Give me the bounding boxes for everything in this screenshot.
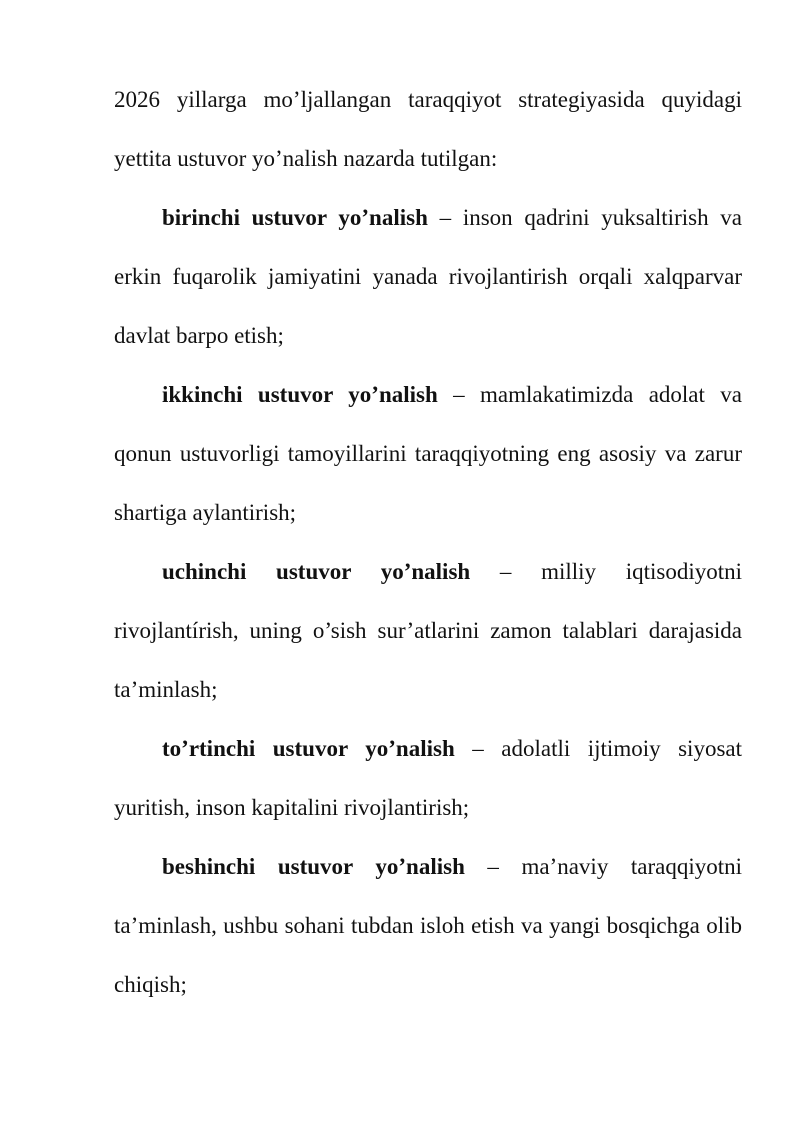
priority-item-4 — [114, 719, 742, 837]
document-page — [114, 70, 742, 1014]
priority-description: – ma’naviy taraqqiyotni ta’minlash, ushbu sohani tubdan isloh etish va yangi bosqichga olib chiqish; — [114, 854, 742, 997]
priority-item-3 — [114, 542, 742, 719]
priority-description: – inson qadrini yuksaltirish va erkin fuqarolik jamiyatini yanada rivojlantirish orqali xalqparvar davlat barpo etish; — [114, 205, 743, 348]
priority-description: – milliy iqtisodiyotni rivojlantírish, uning o’sish sur’atlarini zamon talablari darajasida ta’minlash; — [114, 559, 742, 702]
priority-item-1 — [114, 188, 742, 365]
priority-term: uchinchi ustuvor yo’nalish — [162, 559, 471, 584]
priority-term: birinchi ustuvor yo’nalish — [162, 205, 428, 230]
priority-term: beshinchi ustuvor yo’nalish — [162, 854, 465, 879]
priority-item-5 — [114, 837, 742, 1014]
intro-paragraph: 2026 yillarga mo’ljallangan taraqqiyot strategiyasida quyidagi yettita ustuvor yo’nalish nazarda tutilgan: — [114, 87, 742, 171]
priority-item-2 — [114, 365, 742, 542]
priority-description: – mamlakatimizda adolat va qonun ustuvorligi tamoyillarini taraqqiyotning eng asosiy va zarur shartiga aylantirish; — [114, 382, 742, 525]
priority-term: ikkinchi ustuvor yo’nalish — [162, 382, 438, 407]
priority-description: – adolatli ijtimoiy siyosat yuritish, inson kapitalini rivojlantirish; — [114, 736, 743, 820]
priority-term: to’rtinchi ustuvor yo’nalish — [162, 736, 455, 761]
